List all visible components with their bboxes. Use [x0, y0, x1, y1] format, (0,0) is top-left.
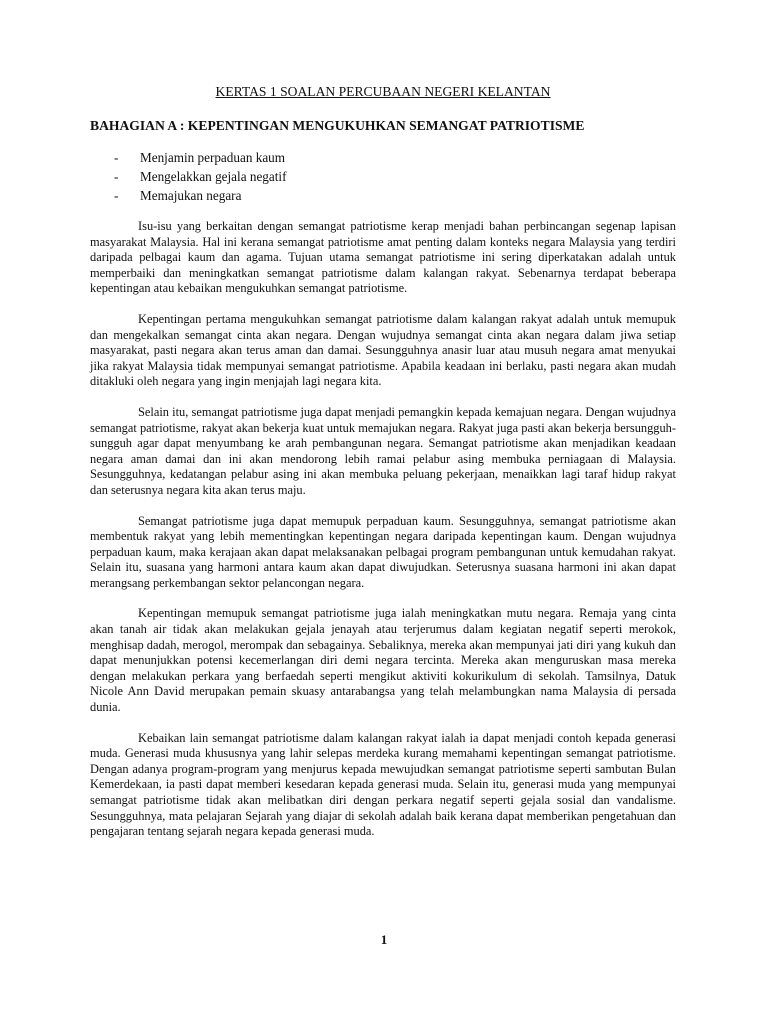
paragraph-point-1: Kepentingan pertama mengukuhkan semangat patriotisme dalam kalangan rakyat adalah untuk memupuk dan mengekalkan semangat cinta akan negara. Dengan wujudnya semangat cinta akan negara dalam jiwa setiap masyarakat, pasti negara akan terus aman dan damai. Sesungguhnya anasir luar atau musuh negara amat menyukai jika rakyat Malaysia tidak mempunyai semangat patriotisme. Apabila keadaan ini berlaku, pasti negara akan mudah ditakluki oleh negara yang ingin menjajah lagi negara kita.: [90, 311, 676, 389]
bullet-item: [114, 186, 676, 205]
paragraph-point-3: Semangat patriotisme juga dapat memupuk perpaduan kaum. Sesungguhnya, semangat patriotisme akan membentuk rakyat yang lebih mementingkan kepentingan negara daripada kepentingan kaum. Dengan wujudnya perpaduan kaum, maka kerajaan akan dapat melaksanakan pelbagai program pembangunan untuk kemudahan rakyat. Selain itu, suasana yang harmoni antara kaum akan dapat diwujudkan. Seterusnya suasana harmoni ini akan dapat merangsang perkembangan sektor pelancongan negara.: [90, 513, 676, 590]
bullet-marker: -: [114, 150, 119, 165]
paragraph-point-5: Kebaikan lain semangat patriotisme dalam kalangan rakyat ialah ia dapat menjadi contoh kepada generasi muda. Generasi muda khususnya yang lahir selepas merdeka kurang memahami kepentingan semangat patriotisme. Dengan adanya program-program yang menjurus kepada mewujudkan semangat patriotisme seperti sambutan Bulan Kemerdekaan, ia pasti dapat memberi kesedaran kepada generasi muda. Selain itu, generasi muda yang mempunyai semangat patriotisme tidak akan melibatkan diri dengan perkara negatif seperti gejala sosial dan vandalisme. Sesungguhnya, mata pelajaran Sejarah yang diajar di sekolah adalah baik kerana dapat memberikan pengetahuan dan pengajaran tentang sejarah negara kepada generasi muda.: [90, 730, 676, 839]
bullet-text: Menjamin perpaduan kaum: [140, 150, 286, 165]
bullet-item: [114, 167, 676, 186]
bullet-text: Memajukan negara: [140, 188, 242, 203]
page-number: 1: [380, 932, 388, 947]
bullet-marker: -: [114, 188, 119, 203]
document-page: [90, 82, 676, 855]
paragraph-introduction: Isu-isu yang berkaitan dengan semangat patriotisme kerap menjadi bahan perbincangan segenap lapisan masyarakat Malaysia. Hal ini kerana semangat patriotisme amat penting dalam konteks negara Malaysia yang terdiri daripada pelbagai kaum dan agama. Tujuan utama semangat patriotisme ini sering diperkatakan adalah untuk memperbaiki dan meningkatkan semangat patriotisme dalam kalangan rakyat. Sebenarnya terdapat beberapa kepentingan atau kebaikan mengukuhkan semangat patriotisme.: [90, 219, 676, 296]
bullet-item: [114, 148, 676, 167]
document-title: KERTAS 1 SOALAN PERCUBAAN NEGERI KELANTAN: [215, 84, 551, 99]
bullet-text: Mengelakkan gejala negatif: [140, 169, 287, 184]
bullet-marker: -: [114, 169, 119, 184]
bullet-list: [114, 148, 676, 205]
paragraph-point-2: Selain itu, semangat patriotisme juga dapat menjadi pemangkin kepada kemajuan negara. Dengan wujudnya semangat patriotisme, rakyat akan bekerja kuat untuk memajukan negara. Rakyat juga pasti akan bekerja bersungguh-sungguh agar dapat menyumbang ke arah pembangunan negara. Semangat patriotisme akan menjadikan keadaan negara aman damai dan ini akan mendorong lebih ramai pelabur asing membuka perniagaan di Malaysia. Sesungguhnya, kedatangan pelabur asing ini akan membuka peluang pekerjaan, menaikkan lagi taraf hidup rakyat dan seterusnya negara kita akan terus maju.: [90, 404, 676, 497]
section-heading: BAHAGIAN A : KEPENTINGAN MENGUKUHKAN SEMANGAT PATRIOTISME: [90, 118, 585, 133]
paragraph-point-4: Kepentingan memupuk semangat patriotisme juga ialah meningkatkan mutu negara. Remaja yang cinta akan tanah air tidak akan melakukan gejala jenayah atau terjerumus dalam kegiatan negatif seperti merokok, menghisap dadah, merogol, merompak dan sebagainya. Sebaliknya, mereka akan mempunyai jati diri yang kukuh dan dapat menunjukkan potensi kecemerlangan diri demi negara tercinta. Mereka akan menguruskan masa mereka dengan melakukan perkara yang berfaedah seperti mengikut aktiviti kokurikulum di sekolah. Tamsilnya, Datuk Nicole Ann David merupakan pemain skuasy antarabangsa yang telah melambungkan nama Malaysia di persada dunia.: [90, 606, 676, 715]
